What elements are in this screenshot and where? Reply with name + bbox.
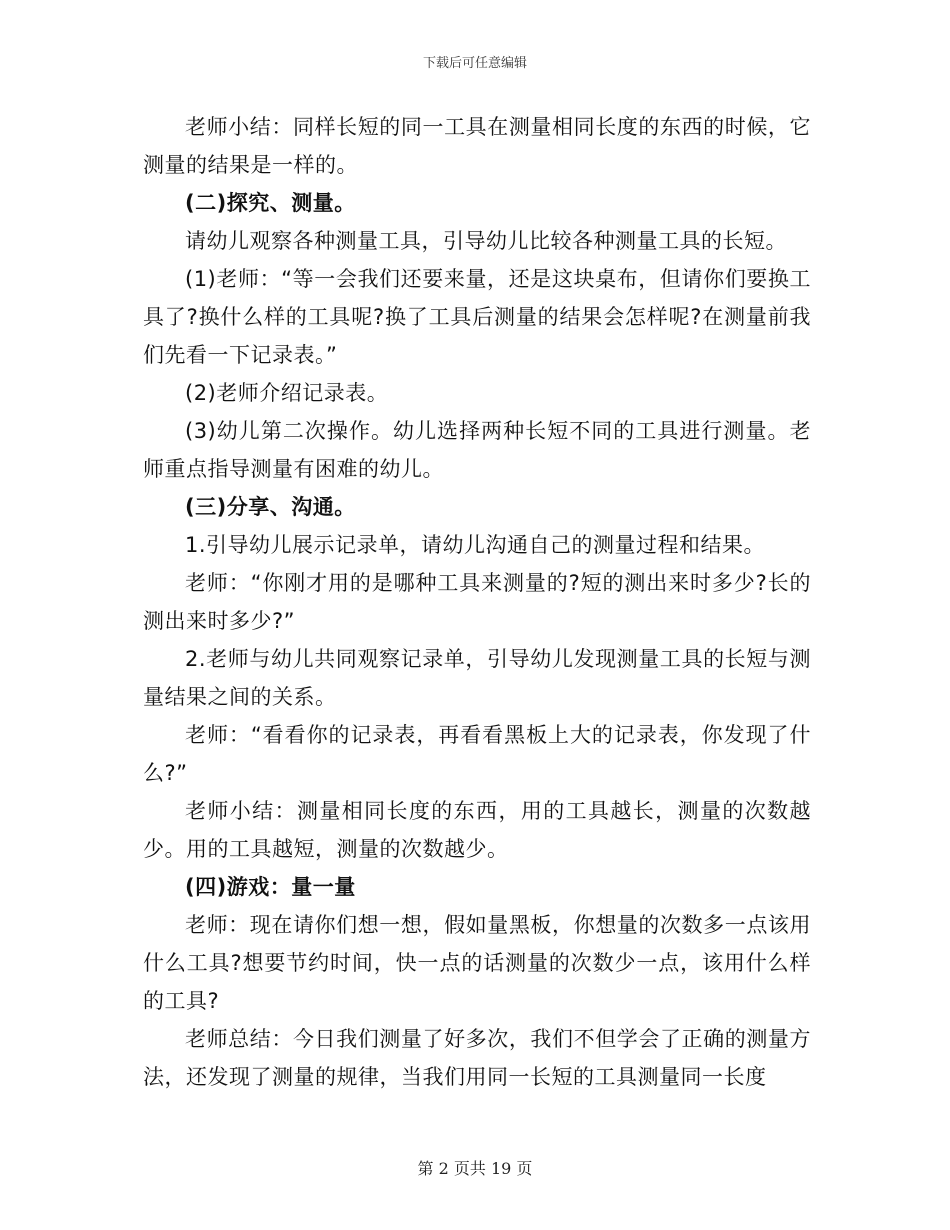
paragraph: (3)幼儿第二次操作。幼儿选择两种长短不同的工具进行测量。老师重点指导测量有困难的幼儿。 xyxy=(143,419,811,481)
section-heading: (二)探究、测量。 xyxy=(185,191,356,215)
paragraph: 1.引导幼儿展示记录单，请幼儿沟通自己的测量过程和结果。 xyxy=(185,533,766,557)
paragraph: 老师：“看看你的记录表，再看看黑板上大的记录表，你发现了什么?” xyxy=(143,723,811,785)
paragraph: 2.老师与幼儿共同观察记录单，引导幼儿发现测量工具的长短与测量结果之间的关系。 xyxy=(143,647,811,709)
paragraph: 老师小结：测量相同长度的东西，用的工具越长，测量的次数越少。用的工具越短，测量的次数越少。 xyxy=(143,799,811,861)
paragraph: 老师小结：同样长短的同一工具在测量相同长度的东西的时候，它测量的结果是一样的。 xyxy=(143,115,811,177)
paragraph: (2)老师介绍记录表。 xyxy=(185,381,389,405)
section-heading: (四)游戏：量一量 xyxy=(185,875,356,899)
paragraph: 请幼儿观察各种测量工具，引导幼儿比较各种测量工具的长短。 xyxy=(185,229,787,253)
section-heading: (三)分享、沟通。 xyxy=(185,495,356,519)
page-number: 第 2 页共 19 页 xyxy=(417,1159,533,1178)
page-header: 下载后可任意编辑 xyxy=(422,56,527,71)
paragraph: 老师：现在请你们想一想，假如量黑板，你想量的次数多一点该用什么工具?想要节约时间，快一点的话测量的次数少一点，该用什么样的工具? xyxy=(143,913,811,1013)
paragraph: (1)老师：“等一会我们还要来量，还是这块桌布，但请你们要换工具了?换什么样的工具呢?换了工具后测量的结果会怎样呢?在测量前我们先看一下记录表。” xyxy=(143,267,811,367)
document-body xyxy=(143,108,811,1096)
paragraph: 老师：“你刚才用的是哪种工具来测量的?短的测出来时多少?长的测出来时多少?” xyxy=(143,571,811,633)
paragraph: 老师总结：今日我们测量了好多次，我们不但学会了正确的测量方法，还发现了测量的规律，当我们用同一长短的工具测量同一长度 xyxy=(143,1027,811,1089)
